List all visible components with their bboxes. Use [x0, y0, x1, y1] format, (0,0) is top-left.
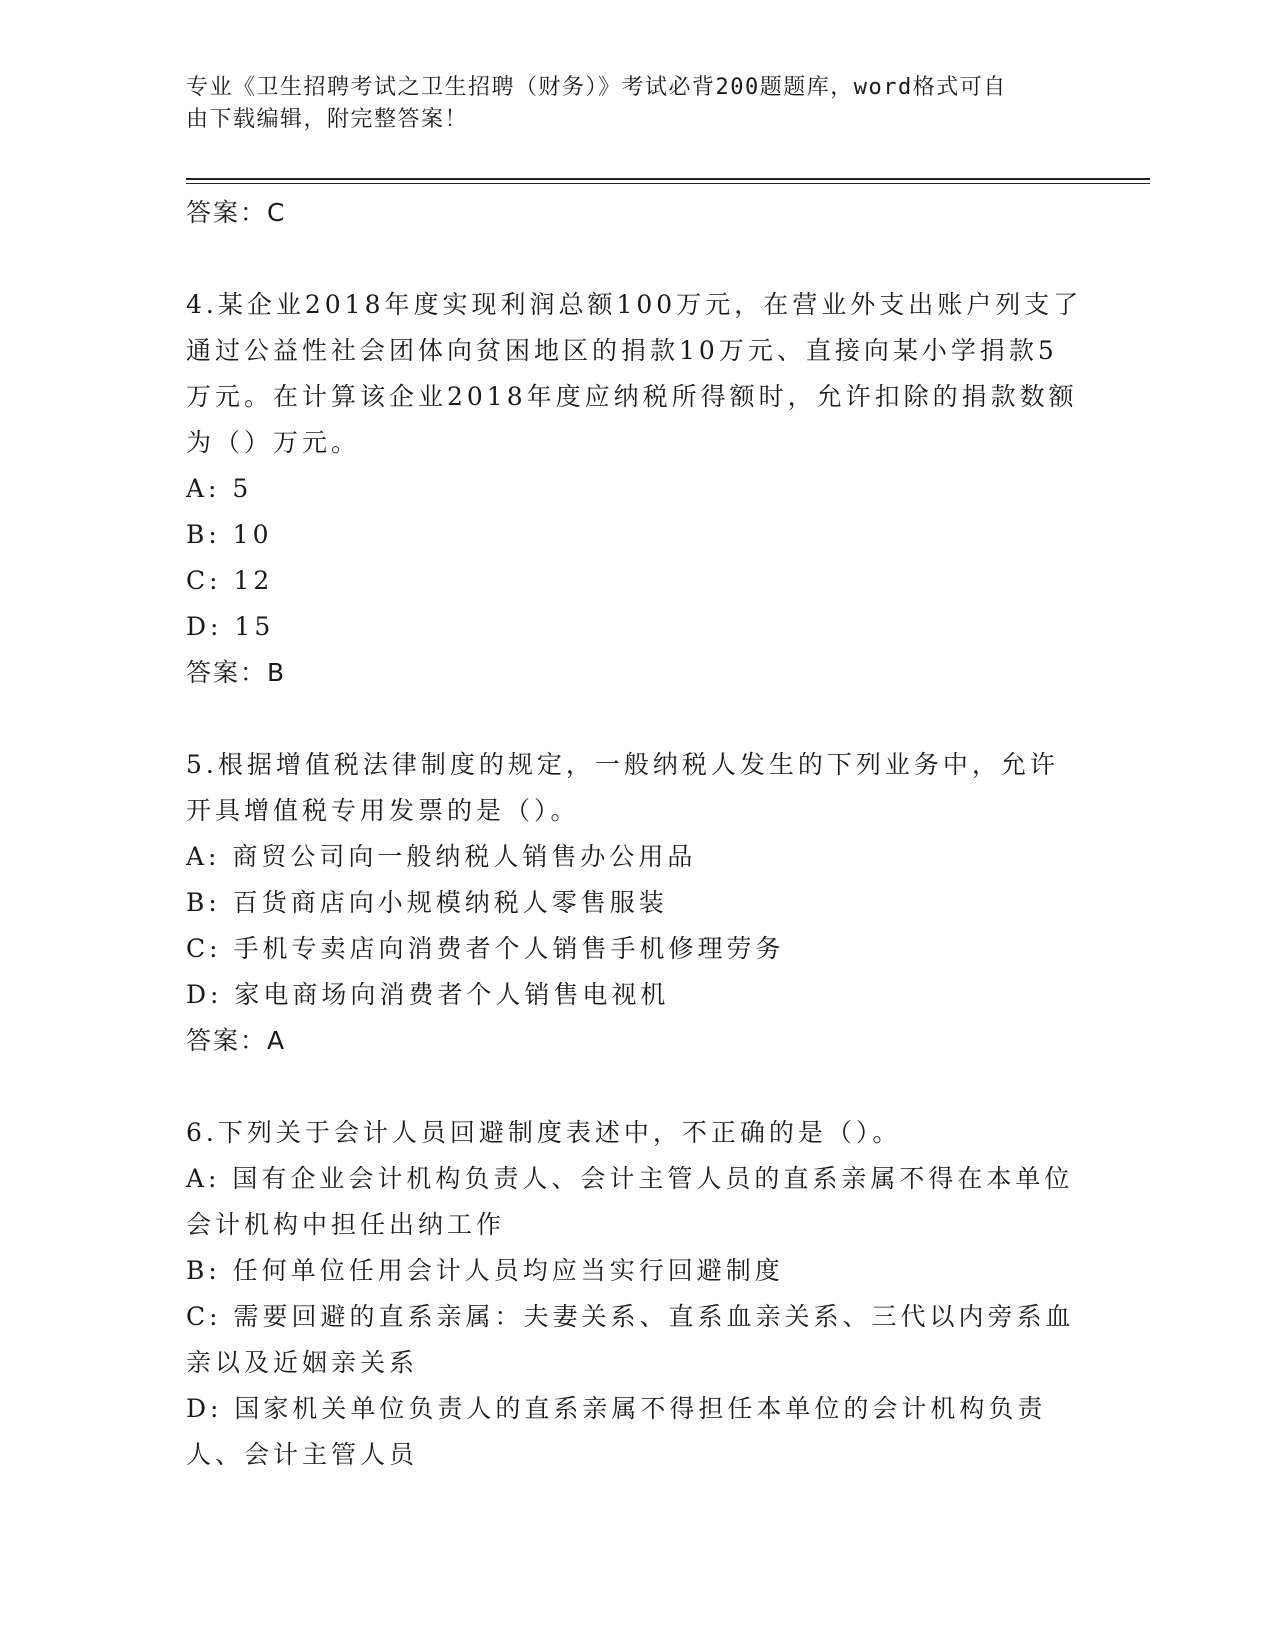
answer-line: 答案：B — [186, 658, 287, 687]
option-d: D: 国家机关单位负责人的直系亲属不得担任本单位的会计机构负责人、会计主管人员 — [186, 1394, 1047, 1469]
header-rule-thick — [186, 178, 1150, 180]
option-c: C: 12 — [186, 566, 274, 595]
option-a: A: 商贸公司向一般纳税人销售办公用品 — [186, 842, 697, 871]
option-b: B: 任何单位任用会计人员均应当实行回避制度 — [186, 1256, 784, 1285]
answer-line: 答案：A — [186, 1026, 287, 1055]
question-block — [186, 742, 1086, 1064]
option-a: A: 国有企业会计机构负责人、会计主管人员的直系亲属不得在本单位会计机构中担任出纳工作 — [186, 1164, 1074, 1239]
header-line-1: 专业《卫生招聘考试之卫生招聘（财务）》考试必背200题题库，word格式可自 — [186, 75, 1007, 100]
option-b: B: 10 — [186, 520, 273, 549]
header-line-2: 由下载编辑，附完整答案！ — [186, 107, 469, 132]
question-stem: 5.根据增值税法律制度的规定，一般纳税人发生的下列业务中，允许开具增值税专用发票的是（）。 — [186, 750, 1059, 825]
option-b: B: 百货商店向小规模纳税人零售服装 — [186, 888, 668, 917]
option-c: C: 手机专卖店向消费者个人销售手机修理劳务 — [186, 934, 785, 963]
option-d: D: 15 — [186, 612, 275, 641]
answer-line: 答案：C — [186, 198, 287, 227]
question-stem: 4.某企业2018年度实现利润总额100万元，在营业外支出账户列支了通过公益性社会团体向贫困地区的捐款10万元、直接向某小学捐款5万元。在计算该企业2018年度应纳税所得额时，允许扣除的捐款数额为（）万元。 — [186, 290, 1083, 457]
spacer — [186, 696, 1086, 742]
question-stem: 6.下列关于会计人员回避制度表述中，不正确的是（）。 — [186, 1118, 902, 1147]
spacer — [186, 1064, 1086, 1110]
option-a: A: 5 — [186, 474, 253, 503]
spacer — [186, 236, 1086, 282]
page-header — [186, 72, 1066, 136]
option-c: C: 需要回避的直系亲属：夫妻关系、直系血亲关系、三代以内旁系血亲以及近姻亲关系 — [186, 1302, 1075, 1377]
question-block — [186, 1110, 1086, 1478]
question-list — [186, 190, 1086, 1478]
option-d: D: 家电商场向消费者个人销售电视机 — [186, 980, 670, 1009]
header-rule-thin — [186, 183, 1150, 184]
question-block — [186, 282, 1086, 696]
